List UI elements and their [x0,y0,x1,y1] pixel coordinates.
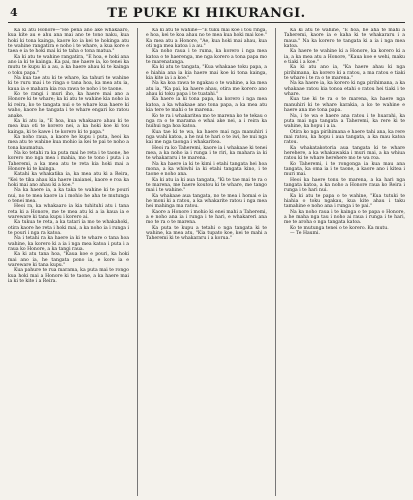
paragraph: — Te Haumi. [290,231,320,237]
paragraph: Na ko tetahi ra ka puta mai he reta i te taone, he korero mo nga mea i mahia, mo te tono i puta i a Taheremi, a ka mea atu te reta kia hoki mai a Honore ki te kainga. [8,150,129,172]
paragraph: Na ka haere ia, a ka taka te wahine ki te pouri nui, no te mea kaore ia i mohio he aha te mutunga o tenei mea. [8,188,129,204]
paragraph: Ka noho raua, a kaore he kupu i puta, heoi ka mea atu te wahine kua mohio ia kei te pai te noho a tona kaumatua. [8,134,129,151]
paragraph: Ka ki atu ia ki aua tangata, "Ki te tae mai te ra o te marena, me haere koutou ki te whare, me tango mai i te wahine." [146,177,267,194]
paragraph: Heoi ka haere tonu te marena, a ka hari nga tangata katoa, a ka noho a Honore raua ko Reira i runga i te hari nui. [284,177,405,194]
paragraph: Na ka haere ia, ka korero ki nga pirihimana, a ka whakaae ratou kia tonoa etahi o ratou hei tiaki i te whare. [284,81,405,98]
column-divider [137,28,138,496]
paragraph: Ko te rangi i muri iho, ka haere mai ano a Honore ki te whare; ka ki atu te wahine kia noho ia ki reira, ko te tangata nui o te whare kua haere ki waho, kaore he tangata i te whare engari ko ratou anake. [8,92,129,119]
paragraph: Ka ki atu tana hoa, "Kaua koe e pouri, ka hoki mai ano ia, he tangata pono ia, e kore ia e wareware ki tana kupu." [8,252,129,269]
paragraph: Ka ki atu te wahine—"E tuku mai koe i tou ringa, e hoa, kei te koa ahau no te mea kua hoki mai koe." Ka mea atu a Honore, "Ae, kua hoki mai ahau, kua oti nga mea katoa i a au." [146,28,267,50]
paragraph: Ka ki atu te papa o te wahine, "Kua tutuki te hiahia o toku ngakau, kua kite ahau i taku tamahine e noho ana i runga i te pai." [284,193,405,210]
paragraph: Ka whakatakotoria aua tangata ki te whare herehere, a ka whakawakia i muri mai, a ka whiua ratou ki te whare herehere mo te wa roa. [284,145,405,162]
paragraph: Kua pahure te rua marama, ka puta mai te rongo kua hoki mai a Honore ki te taone, a ka haere mai ia ki te kite i a Reira. [8,268,129,285]
paragraph: Na, i te wa e haere ana ratou i te huarahi, ka puta mai nga tangata a Taheremi, ka rere ki te wahine, ka hopu i a ia. [284,113,405,130]
paragraph: Ka ki atu ano ia, "Ka haere ahau ki nga pirihimana, ka korero ki a ratou, a ma ratou e tiaki te whare i te ra o te marena." [284,65,405,82]
paragraph: Ka whakaae aua tangata, no te mea i homai e ia he moni ki a ratou, a ka whakarite ratou i nga mea hei mahinga ma ratou. [146,193,267,210]
column-divider [275,28,276,496]
paragraph: Heoi ra ko Taheremi, kaore ia i whakaae ki tenei mea, a ka noho ia i runga i te riri, ka mahara ia ki te whakararu i te marena. [146,145,267,162]
masthead-title: TE PUKE KI HIKURANGI. [107,5,306,21]
paragraph: Na kua tae atu ki te whare, ka tahuri te wahine ki te ruru mai i te ringa o tana hoa, ka mea atu ia, kaua ia e mahara kia roa rawa te noho i te taone. [8,76,129,92]
column-3 [284,28,405,496]
paragraph: Ko te ra i whakaritea mo te marena ko te tekau o nga ra o te marama e whai ake nei, a i reira ka huihui nga hoa katoa. [146,113,267,130]
paragraph: Kua tae ki te ra o te marena, ka haere nga manuhiri ki te whare karakia, a ko te wahine e haere ana me tona papa. [284,97,405,114]
paragraph: Kua tae ki te wa, ka haere mai nga manuhiri i nga wahi katoa, a he nui te hari o te iwi, he nui nga kai me nga taonga i whakaritea. [146,129,267,146]
paragraph: Na ka koa rawa te ngakau o te wahine, a ka mea atu ia, "Ka pai, ka haere ahau, otira me korero ano ahau ki toku papa i te tuatahi." [146,81,267,98]
paragraph: Ka ki atu te wahine, "E hoa, he aha te mahi a Taheremi, kaore ia e kaha ki te whakararu i a maua." Na ka korero te tangata ki a ia i nga mea katoa. [284,28,405,50]
paragraph: Ka noho raua i te ruma, ka korero i nga mea katoa o te haerenga, me nga korero a tona papa mo te marenatanga. [146,49,267,66]
header-rule [8,22,405,23]
paragraph: Ka ki atu ia, "E hoa, kua whakaaro ahau ki te mea kua oti te korero nei, a ka hoki koe ki tou kainga, ki te kawe i te korero ki to papa." [8,118,129,135]
page-number: 4 [10,6,18,19]
paragraph: Na ka noho raua i te kainga o te papa o Honore, a he maha nga tau i noho ai raua i runga i te hari, me te aroha o nga tangata katoa. [284,209,405,226]
column-1 [8,28,129,496]
paragraph: Ko Taheremi, i te rongonga ia kua mau ana tangata, ka oma ia i te taone, a kaore ano i kitea i muri mai. [284,161,405,178]
page-header [8,4,405,22]
paragraph: Ko te mutunga tenei o te korero. Ka mutu. [290,225,389,231]
article-columns [8,28,405,496]
paragraph: Ka ki atu te wahine rangatira, "E hoa, e hoki ana ano ia ki te kainga. Ka pai, me haere ia, ko tenei ka mutu te kupu ki a au, a ka haere ahau ki te kainga o toku papa." [8,54,129,76]
paragraph: Katahi ka whakatika ia, ka mea atu ki a Reira, "Kei te tika ahau kia haere inaianei, kaore e roa ka hoki mai ano ahau ki a koe." [8,172,129,188]
paragraph: Heoi ra, ka whakaaro ia kia tuhituhi atu i tana reta ki a Honore, me te mea atu ki a ia kaua ia e wareware ki tana kupu i korero ai. [8,204,129,221]
paragraph: Ka haere ia ki tona papa, ka korero i nga mea katoa, a ka whakaae ano tona papa, a ka mea atu kia tere te mahi o te marena. [146,97,267,114]
paragraph: Ka haere te wahine ki a Honore, ka korero ki a ia, a ka mea atu a Honore, "Kaua koe e wehi, maku e tiaki i a koe." [284,49,405,66]
paragraph: Kaore a Honore i mohio ki enei mahi a Taheremi, a e noho ana ia i runga i te hari, e whakareri ana mo te ra o te marena. [146,209,267,226]
paragraph: Ka ki atu te tangata, "Kua whakaae toku papa, a e hiahia ana ia kia haere mai koe ki tona kainga, kia kite ia i a koe." [146,65,267,82]
paragraph: Na ka haere ia ki te kimi i etahi tangata hei hoa mona, a ka whiwhi ia ki etahi tangata kino, i te taone e noho ana. [146,161,267,178]
column-2 [146,28,267,496]
paragraph: Otira ko nga pirihimana e haere tahi ana, ka rere mai ratou, ka hopu i aua tangata, a ka mau katoa ratou. [284,129,405,146]
paragraph: Na i tetahi ra ka haere ia ki te whare o tana hoa wahine, ka korero ki a ia i nga mea katoa i puta i a raua ko Honore, a ka tangi raua. [8,236,129,253]
paragraph: Ka puta te kupu a tetahi o nga tangata ki te wahine, ka mea atu, "Kia tupato koe, kei te mahi a Taheremi ki te whakararu i a korua." [146,225,267,242]
paragraph: Ka ki atu Honore—"He pena ano ake whakaaro, kua kite au e ahu ana mai ano te tono naku, kua hoki ki tona kainga, kaore ko ia kei te hokinga atu te wahine rangatira e noho i te whare, a kua kore e taea e ia te hoki mai ki te taha o tona matua." [8,28,129,55]
paragraph: Ka tukua te reta, a ka tatari ia mo te whakahoki, otira kaore he reta i hoki mai, a ka noho ia i runga i te pouri i nga ra katoa. [8,220,129,237]
